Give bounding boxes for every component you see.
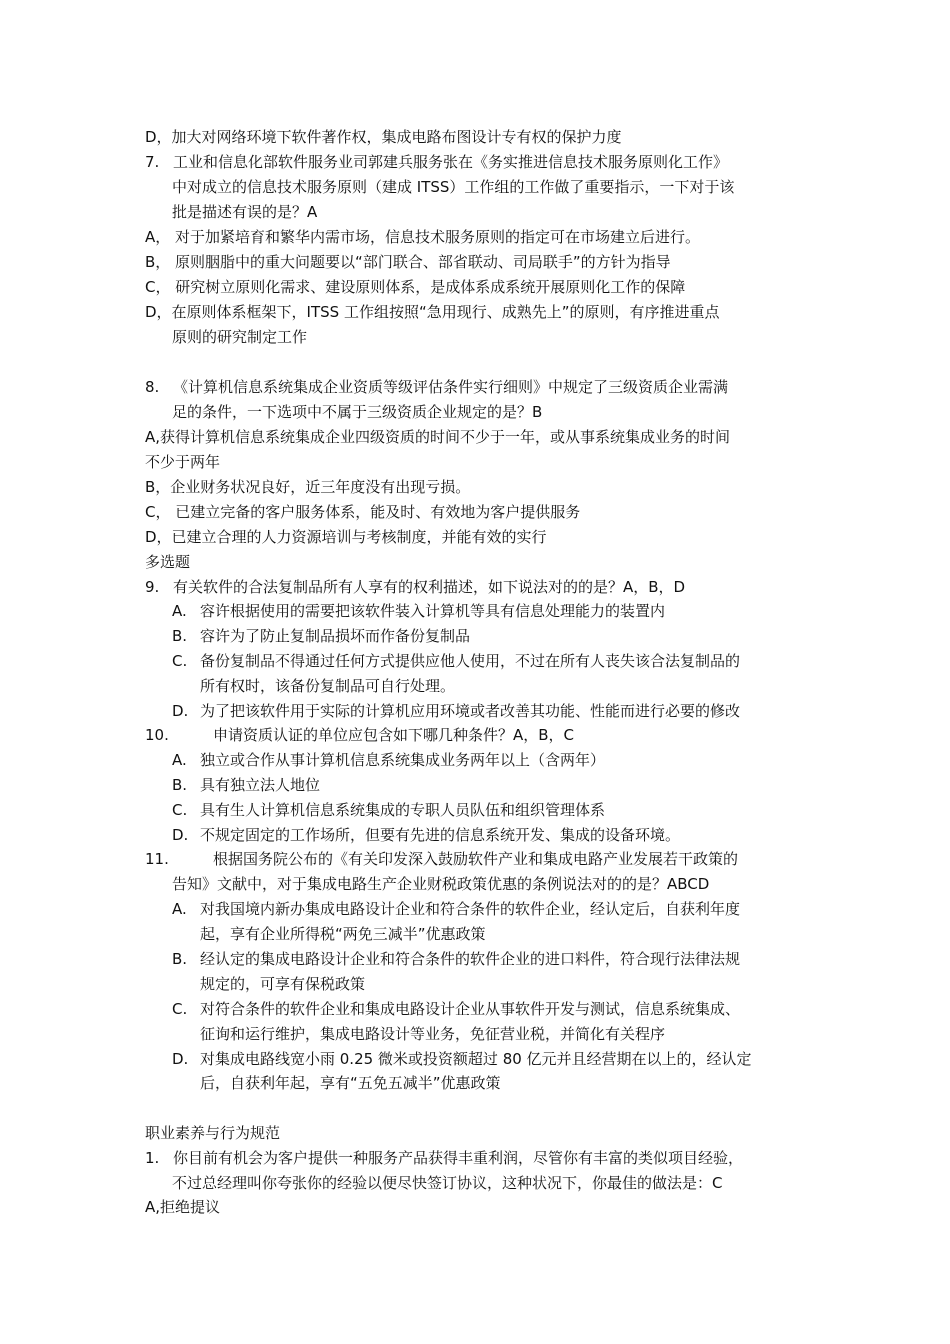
text-line: 所有权时，该备份复制品可自行处理。 [200,677,456,695]
item-number: 1. [145,1149,160,1167]
option-letter: C. [172,801,188,819]
option-line: D. 不规定固定的工作场所，但要有先进的信息系统开发、集成的设备环境。 [172,826,681,844]
question-11: 11. 根据国务院公布的《有关印发深入鼓励软件产业和集成电路产业发展若干政策的 [145,850,739,868]
option-letter: D. [172,826,189,844]
text-line: 不少于两年 [145,453,221,471]
text-line: 足的条件，一下选项中不属于三级资质企业规定的是？B [172,403,543,421]
question-8: 8. 《计算机信息系统集成企业资质等级评估条件实行细则》中规定了三级资质企业需满 [145,378,729,396]
text-line: 告知》文献中，对于集成电路生产企业财税政策优惠的条例说法对的的是？ABCD [172,875,710,893]
section-heading: 多选题 [145,553,191,571]
option-line: C， 研究树立原则化需求、建设原则体系，是成体系成系统开展原则化工作的保障 [145,278,686,296]
item-number: 10. [145,726,169,744]
option-line: D，已建立合理的人力资源培训与考核制度，并能有效的实行 [145,528,547,546]
option-line: B， 原则胭脂中的重大问题要以“部门联合、部省联动、司局联手”的方针为指导 [145,253,671,271]
question-7: 7. 工业和信息化部软件服务业司郭建兵服务张在《务实推进信息技术服务原则化工作》 [145,153,729,171]
text-line: D，加大对网络环境下软件著作权，集成电路布图设计专有权的保护力度 [145,128,622,146]
option-letter: C. [172,1000,188,1018]
text-line: 原则的研究制定工作 [172,328,308,346]
item-number: 8. [145,378,160,396]
option-line: A. 容许根据使用的需要把该软件装入计算机等具有信息处理能力的装置内 [172,602,666,620]
text-line: 后，自获利年起，享有“五免五减半”优惠政策 [200,1074,501,1092]
option-line: C. 备份复制品不得通过任何方式提供应他人使用，不过在所有人丧失该合法复制品的 [172,652,741,670]
text-line: 批是描述有误的是？A [172,203,318,221]
option-letter: A. [172,602,187,620]
item-number: 9. [145,578,160,596]
text-line: 起，享有企业所得税“两免三减半”优惠政策 [200,925,486,943]
option-letter: D. [172,702,189,720]
option-letter: B. [172,950,188,968]
option-line: C， 已建立完备的客户服务体系，能及时、有效地为客户提供服务 [145,503,581,521]
option-letter: D. [172,1050,189,1068]
option-line: D. 对集成电路线宽小雨 0.25 微米或投资额超过 80 亿元并且经营期在以上的，经认定 [172,1050,752,1068]
option-line: A. 对我国境内新办集成电路设计企业和符合条件的软件企业，经认定后，自获利年度 [172,900,741,918]
question-1: 1. 你目前有机会为客户提供一种服务产品获得丰重利润，尽管你有丰富的类似项目经验， [145,1149,744,1167]
option-line: B. 具有独立法人地位 [172,776,321,794]
question-10: 10. 申请资质认证的单位应包含如下哪几种条件？A，B，C [145,726,575,744]
text-line: 规定的，可享有保税政策 [200,975,366,993]
text-line: 中对成立的信息技术服务原则（建成 ITSS）工作组的工作做了重要指示，一下对于该 [172,178,735,196]
option-letter: C. [172,652,188,670]
text-line: 不过总经理叫你夸张你的经验以便尽快签订协议，这种状况下，你最佳的做法是：C [172,1174,723,1192]
section-heading: 职业素养与行为规范 [145,1124,281,1142]
text-line: 征询和运行维护，集成电路设计等业务，免征营业税，并简化有关程序 [200,1025,666,1043]
option-letter: A. [172,751,187,769]
option-line: B. 经认定的集成电路设计企业和符合条件的软件企业的进口料件，符合现行法律法规 [172,950,741,968]
option-letter: B. [172,776,188,794]
item-number: 7. [145,153,160,171]
question-9: 9. 有关软件的合法复制品所有人享有的权利描述，如下说法对的的是？A，B，D [145,578,686,596]
option-line: C. 具有生人计算机信息系统集成的专职人员队伍和组织管理体系 [172,801,606,819]
option-letter: A. [172,900,187,918]
option-line: A,拒绝提议 [145,1198,221,1216]
option-letter: B. [172,627,188,645]
option-line: D. 为了把该软件用于实际的计算机应用环境或者改善其功能、性能而进行必要的修改 [172,702,741,720]
option-line: C. 对符合条件的软件企业和集成电路设计企业从事软件开发与测试，信息系统集成、 [172,1000,741,1018]
option-line: B. 容许为了防止复制品损坏而作备份复制品 [172,627,471,645]
option-line: D，在原则体系框架下，ITSS 工作组按照“急用现行、成熟先上”的原则，有序推进重点 [145,303,720,321]
item-number: 11. [145,850,169,868]
option-line: B，企业财务状况良好，近三年度没有出现亏损。 [145,478,471,496]
option-line: A， 对于加紧培育和繁华内需市场，信息技术服务原则的指定可在市场建立后进行。 [145,228,701,246]
option-line: A,获得计算机信息系统集成企业四级资质的时间不少于一年，或从事系统集成业务的时间 [145,428,731,446]
option-line: A. 独立或合作从事计算机信息系统集成业务两年以上（含两年） [172,751,606,769]
